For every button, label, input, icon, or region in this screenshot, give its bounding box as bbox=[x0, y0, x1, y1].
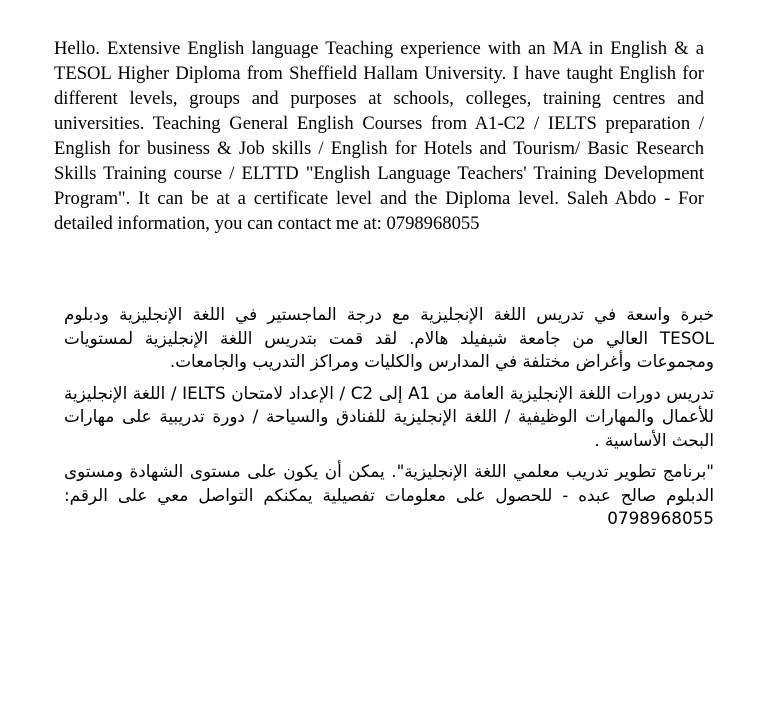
arabic-description-section bbox=[64, 303, 714, 539]
arabic-paragraph-contact: "برنامج تطوير تدريب معلمي اللغة الإنجليزية". يمكن أن يكون على مستوى الشهادة ومستوى الدبلوم صالح عبده - للحصول على معلومات تفصيلية يمكنكم التواصل معي على الرقم: 0798968055 bbox=[64, 461, 714, 528]
arabic-paragraph-courses: تدريس دورات اللغة الإنجليزية العامة من A1 إلى C2 / الإعداد لامتحان IELTS / اللغة الإنجليزية للأعمال والمهارات الوظيفية / اللغة الإنجليزية للفنادق والسياحة / دورة تدريبية على مهارات البحث الأساسية . bbox=[64, 382, 714, 450]
arabic-paragraph-experience: خبرة واسعة في تدريس اللغة الإنجليزية مع درجة الماجستير في اللغة الإنجليزية ودبلوم TESOL العالي من جامعة شيفيلد هالام. لقد قمت بتدريس اللغة الإنجليزية لمستويات ومجموعات وأغراض مختلفة في المدارس والكليات ومراكز التدريب والجامعات. bbox=[64, 304, 714, 371]
english-description-paragraph: Hello. Extensive English language Teaching experience with an MA in English & a TESOL Higher Diploma from Sheffield Hallam University. I have taught English for different levels, groups and purposes at schools, colleges, training centres and universities. Teaching General English Courses from A1-C2 / IELTS preparation / English for business & Job skills / English for Hotels and Tourism/ Basic Research Skills Training course / ELTTD "English Language Teachers' Training Development Program". It can be at a certificate level and the Diploma level. Saleh Abdo - For detailed information, you can contact me at: 0798968055 bbox=[54, 38, 704, 234]
